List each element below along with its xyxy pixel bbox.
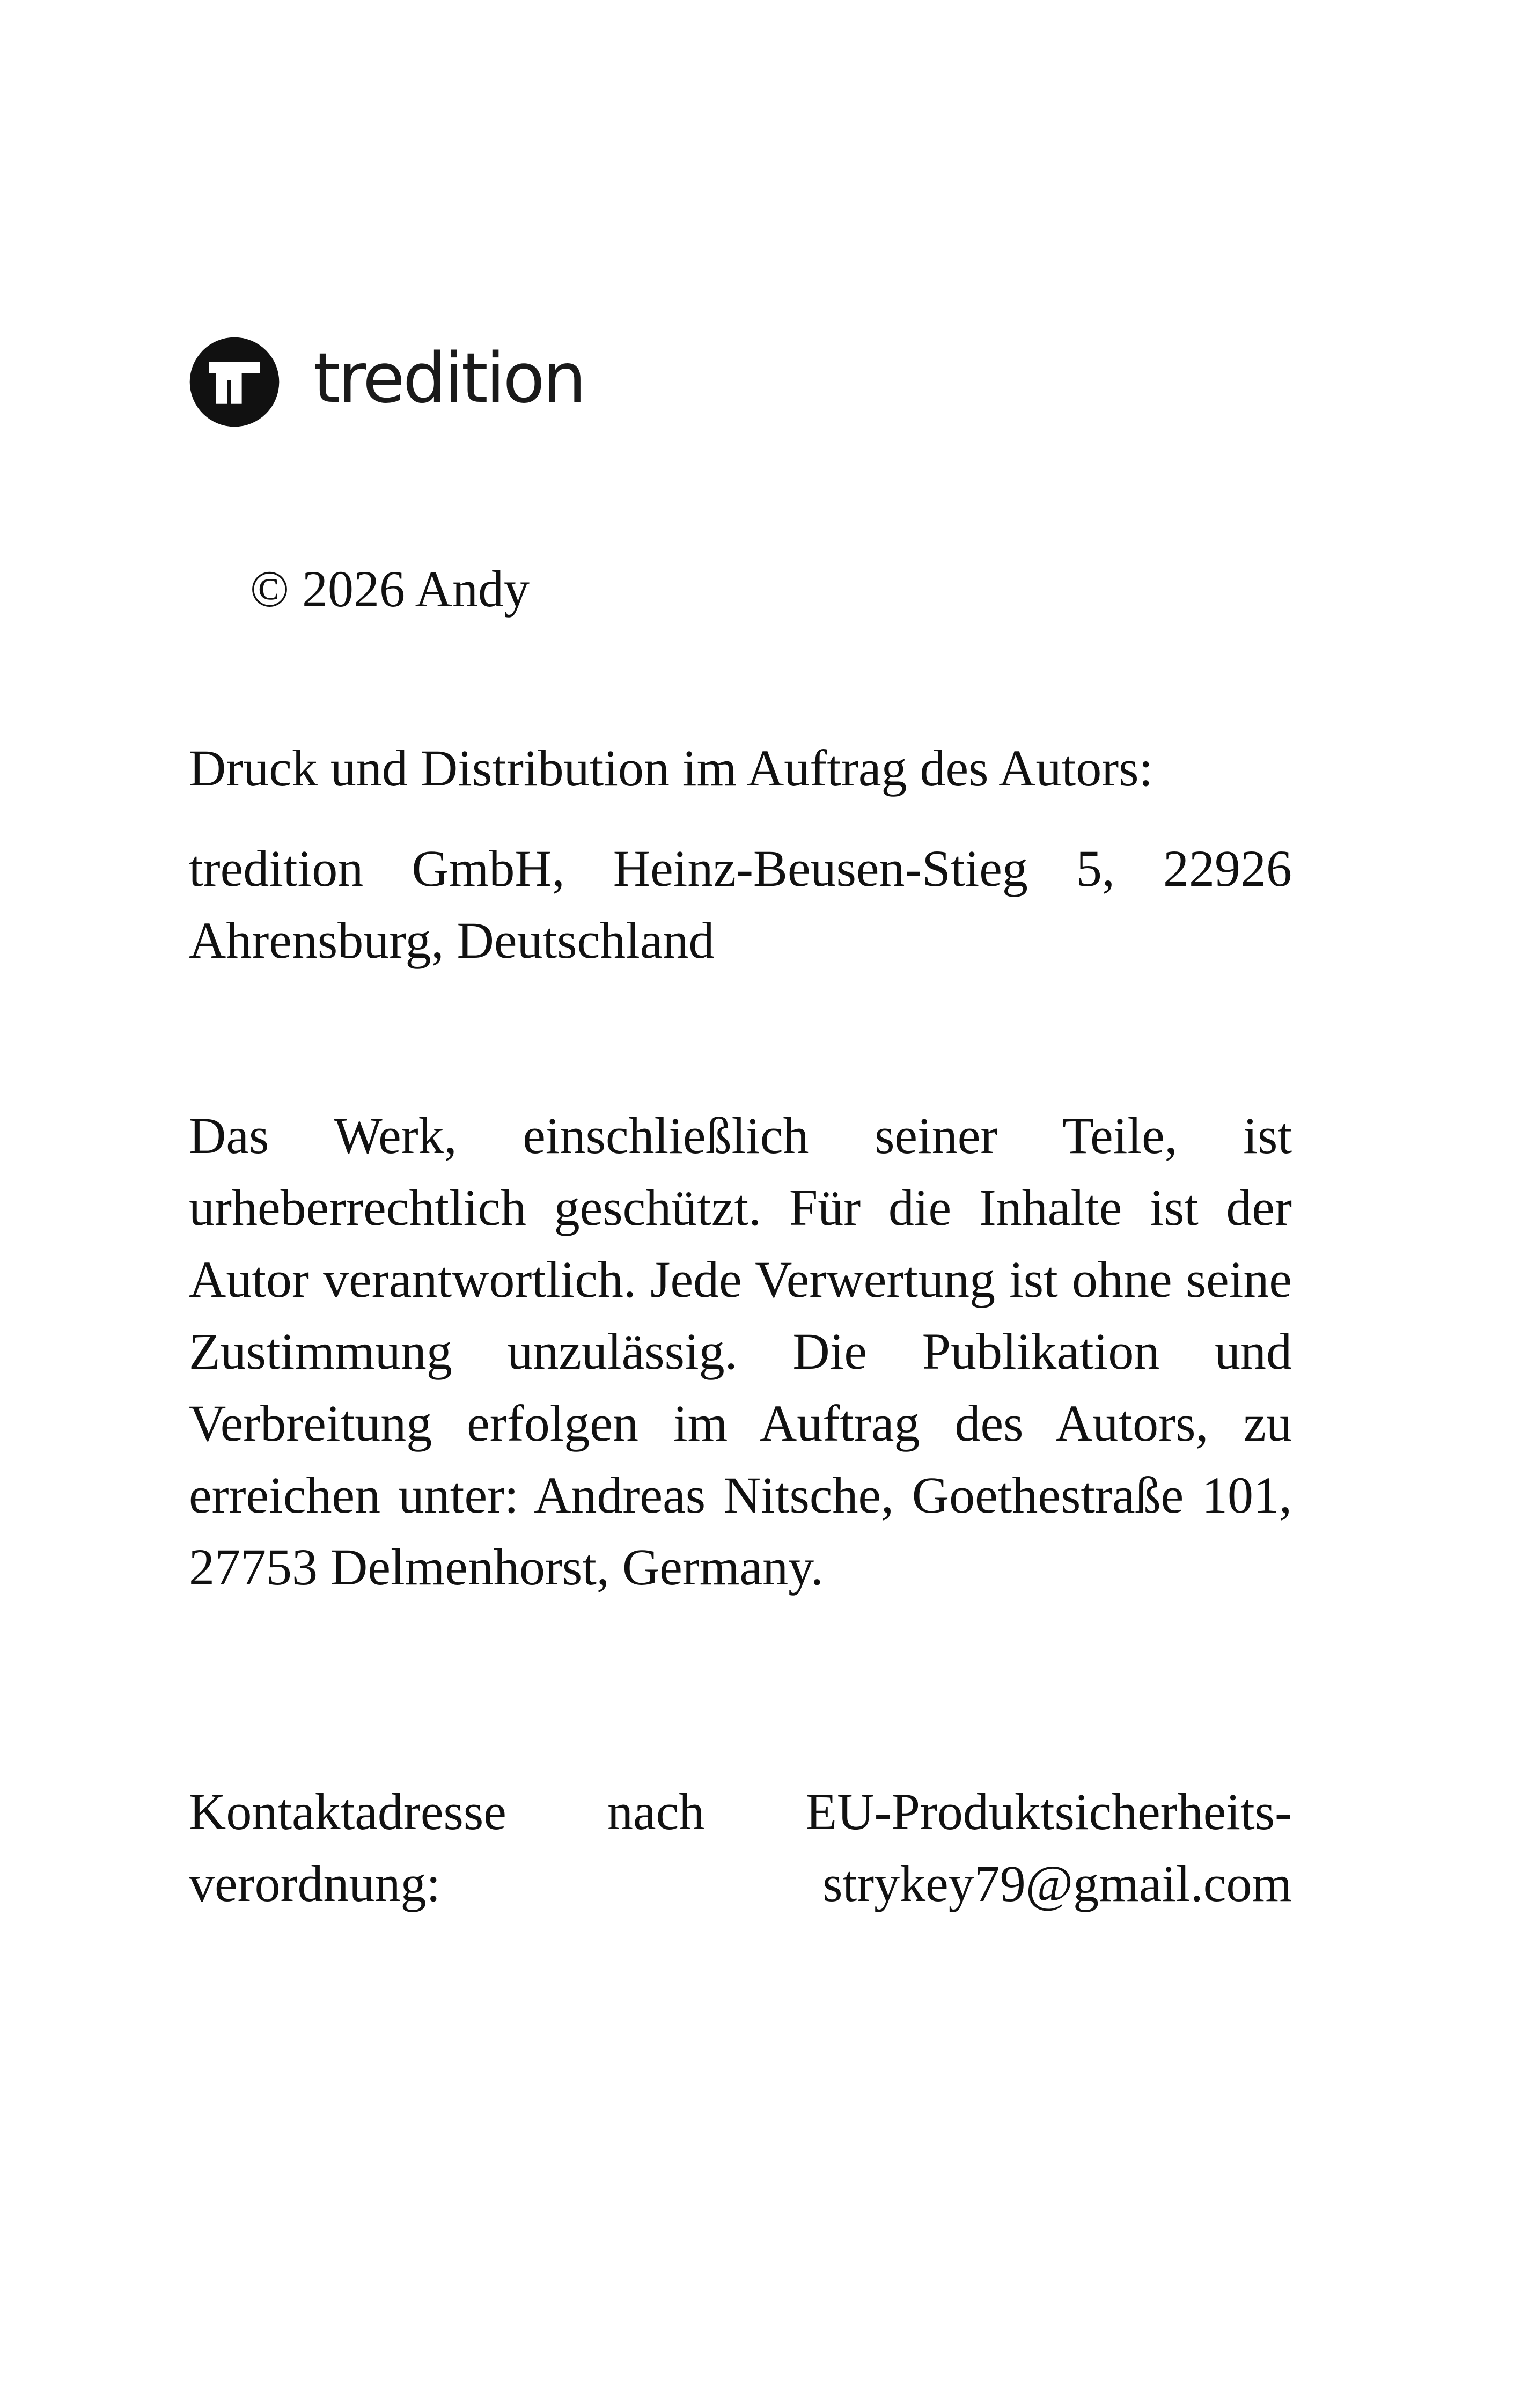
contact-line-1: [189, 1776, 1292, 1848]
contact-line-2: [189, 1848, 1292, 1920]
tredition-logo-icon: [189, 336, 280, 428]
contact-label-continued: verordnung:: [189, 1855, 441, 1912]
logo-wordmark: tredition: [313, 339, 584, 419]
imprint-heading: Druck und Distribution im Auftrag des Autors:: [189, 739, 1153, 797]
legal-notice: Das Werk, einschließlich seiner Teile, ist urheberrechtlich geschützt. Für die Inhalte ist der Autor verantwortlich. Jede Verwertung ist ohne seine Zustimmung unzulässig. Die Publikation und Verbreitung erfolgen im Auftrag des Autors, zu erreichen unter: Andreas Nitsche, Goethestraße 101, 27753 Delmenhorst, Germany.: [189, 1107, 1292, 1596]
contact-block: [189, 1776, 1292, 1920]
contact-email: strykey79@gmail.com: [822, 1855, 1292, 1912]
contact-label-end: EU-Produktsicherheits-: [805, 1783, 1292, 1840]
copyright-notice: © 2026 Andy: [250, 560, 530, 618]
contact-label-middle: nach: [607, 1783, 705, 1840]
publisher-logo: [189, 334, 584, 430]
contact-label-start: Kontaktadresse: [189, 1783, 506, 1840]
imprint-address: tredition GmbH, Heinz-Beusen-Stieg 5, 22926 Ahrensburg, Deutschland: [189, 840, 1292, 969]
